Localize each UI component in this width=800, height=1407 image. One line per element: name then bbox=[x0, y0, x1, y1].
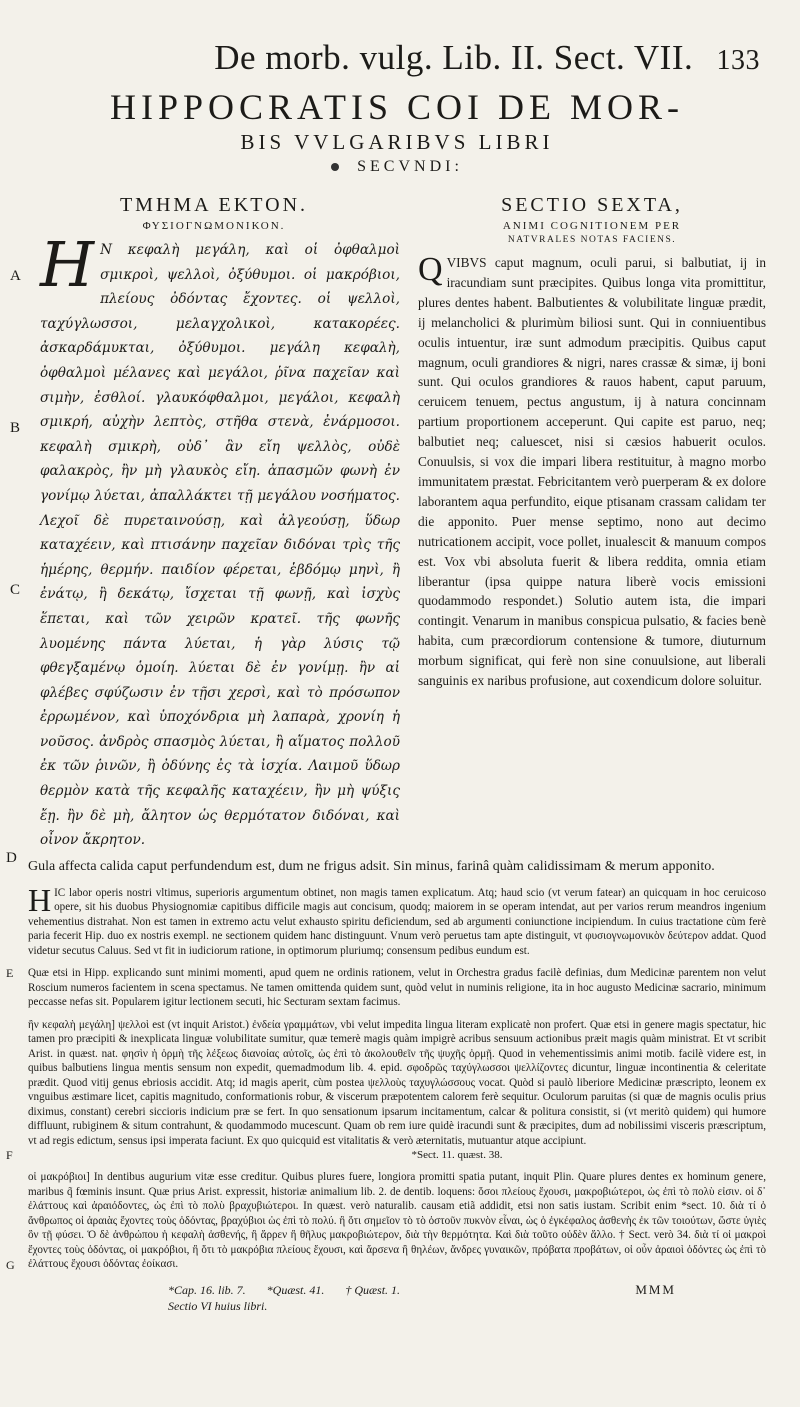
greek-column bbox=[10, 192, 400, 853]
main-title-line-1: HIPPOCRATIS COI DE MOR- bbox=[109, 87, 685, 127]
ornament-dot-icon bbox=[331, 163, 339, 171]
margin-letter-f: F bbox=[6, 1147, 13, 1162]
greek-subheading: ΦΥΣΙΟΓΝΩΜΟΝΙΚΟΝ. bbox=[142, 220, 286, 232]
latin-heading: SECTIO SEXTA, bbox=[501, 194, 683, 216]
margin-letter-g: G bbox=[6, 1258, 15, 1273]
greek-text bbox=[28, 228, 400, 853]
page-footer bbox=[28, 1282, 766, 1316]
commentary-note: *Sect. 11. quæst. 38. bbox=[411, 1149, 503, 1162]
signature-mark: MMM bbox=[635, 1281, 676, 1297]
commentary-p1-text: IC labor operis nostri vltimus, superioris argumentum obtinet, non magis tamen explicatum. Atq; haud scio (vt verum fatear) an quicquam in hoc ceruicoso opere, sit his duobus Physiognomiæ capitibus difficile magis aut concisum, quodq; maiorem in se operam intendat, aut per varios rerum meandros ingenium vehementius distrahat. Non est tamen in extremo actu velut exhausto spiritu deficiendum, sed ab argumenti coniunctione incipiendum. In cuius tractatione cùm ferè paria fecerit Hip. duo ex nostris exempl. ne sectionem quidem hanc distinguunt. Vnum verò peruetus tam apte distinguit, vt φυσιογνωμονικὸν δεύτερον addat. Quod videtur secutus Caluus. Sed vt fit in iudiciorum ratione, in optimorum pluriumq; consensum pedibus eundum est. bbox=[28, 886, 766, 957]
main-title-line-2: BIS VVLGARIBVS LIBRI bbox=[240, 130, 554, 154]
margin-letter-e: E bbox=[6, 966, 14, 981]
main-title-line-3 bbox=[28, 156, 766, 178]
page-number: 133 bbox=[716, 45, 760, 76]
latin-text-body: VIBVS caput magnum, oculi parui, si balbutiat, ij in iracundiam sunt præcipites. Quibus longa vita promittitur, plures dentes habent. Balbutientes & volubilitate linguæ prædit, ij melancholici & plurimùm biliosi sunt. Qui in conniuentibus oculis intuentur, iræ sunt admodum præcipitis. Quibus caput magnum, oculi grandiores & nigri, nares crassæ & simæ, ij boni sunt. Qui oculos grandiores & rauos habent, caput paruum, ceruicem tenuem, pectus angustum, ij à natura concinnam partium proportionem acceperunt. Qui capite est paruo, neq; balbutiet neq; caluescet, nisi si cæsios habuerit oculos. Conuulsis, si vox die impari libera restituitur, à magno morbo immunitatem præstat. Febricitantem verò puerperam & ex dolore laborantem aqua perfundito, eique ptisanam crassam calidam ter die apponito. Puer mense septimo, nono aut decimo nutricationem accipit, voce pollet, inualescit & manuum compos est. Vox vbi absoluta fuerit & libera reddita, omnia etiam liberantur (ipsa quippe natura liberè vocis emissioni quodammodo respondet.) Solutio autem ista, die impari contingit. Venarum in manibus conspicua pulsatio, & facies benè habita, cum præcordiorum contensione & tumore, diuturnum morbum significat, qui ferè non sine conuulsione, aut liberali sanguinis ex naribus profusione, aut coxendicum dolore soluitur. bbox=[418, 255, 766, 689]
commentary-paragraph-1 bbox=[28, 881, 766, 959]
main-title-line-3-text: SECVNDI: bbox=[357, 158, 463, 175]
margin-letter-d: D bbox=[6, 849, 17, 866]
full-width-paragraph bbox=[6, 849, 766, 876]
commentary-paragraph-4 bbox=[6, 1170, 766, 1273]
footnote-3: † Quæst. 1. bbox=[345, 1282, 401, 1297]
running-head bbox=[28, 38, 766, 82]
commentary-paragraph-2 bbox=[6, 966, 766, 1010]
two-column-section bbox=[10, 192, 766, 853]
greek-heading: ΤΜΗΜΑ ΕΚΤΟΝ. bbox=[119, 194, 309, 216]
commentary-p2-text: Quæ etsi in Hipp. explicando sunt minimi momenti, apud quem ne ordinis rationem, velut in Orchestra gradus facilè definias, dum Medicinæ parentem non velut Roscium numeros facientem in scena spectamus. Ne tamen omittenda quidem sunt, quòd velut in numinis religione, ita in hoc augusto Medicinæ sacrario, minimum peccasse nefas sit. Popularem igitur lectionem secuti, hic Secturam sextam facimus. bbox=[28, 967, 766, 1009]
footnotes bbox=[168, 1282, 418, 1314]
latin-column bbox=[418, 192, 766, 853]
commentary-p3-text: ἢν κεφαλὴ μεγάλη] ψελλοὶ est (vt inquit Aristot.) ἐνδεία γραμμάτων, vbi velut impedita lingua literam explicatè non profert. Quæ etsi in genere magis spectatur, hic tamen pro præcipiti & inexplicata linguæ volubilitate sumitur, quæ temerè magis quàm impigrè acribus sensuum actionibus præit magis quàm ministrat. Et vt scribit Arist. in quæst. nat. φησὶν ἡ ὁρμὴ τῆς λέξεως διανοίας αὐτοῖς, ὡς ἐπὶ τὸ ἀκολουθεῖν τῆς ψυχῆς ὁρμῇ. Quod in vehementissimis animi motib. facilè videre est, in quibus balbutiens lingua mentis sensum non expedit, quemadmodum lib. 4. epid. σφοδρῶς ταχύγλωσσοι ψελλίζοντες dicuntur, linguæ incontinentia & celeritate prædit. Quod vitij genus ebriosis accidit. Atq; id magis aperit, cùm postea ψελλοὺς ταχυγλώσσους vocat. Quòd si paulò liberiore Medicinæ præscripto, leonem ex vnguibus æstimare licet, capitis magnitudo, conformationis robur, & viscerum præpotentem calorem ferè sequitur. Oculorum paruitas (si quæ de magnis oculis prius diximus, constant) cerebri siccioris indicium præ se fert. In quo sensationum ipsarum incitamentum, calcar & politura consistit, si (vt meritò quidem) qui humore diffluunt, rubiginem & situm contrahunt, & quodammodo mucescunt. Quam ob rem iure quidè iracundi sunt & præcipites, dum ad nobilissimi visceris præscriptum, vt ad regis edictum, sensus ipsi imperata faciunt. Ex quo quicquid est vitalitatis & verò æternitatis, mutuantur atque accipiunt. bbox=[28, 1018, 766, 1147]
commentary-p4-text: οἱ μακρόβιοι] In dentibus augurium vitæ esse creditur. Quibus plures fuere, longiora promitti spatia putant, inquit Plin. Quare plures dentes ex hominum genere, maribus q̃ fœminis insunt. Quæ prius Arist. expressit, historiæ animalium lib. 2. de dentib. loquens: ὅσοι πλείους ἔχουσι, μακροβιώτεροι, ὡς ἐπὶ τὸ πολὺ εἰσιν. οἱ δ᾽ ἐλάττους καὶ ἀραιόδοντες, ὡς ἐπὶ τὸ πολὺ βραχυβιώτεροι. In quæst. verò naturalib. causam etiã addidit, etsi non satis iustam. Scribit enim *sect. 10. διὰ τί ὁ ἄνθρωπος οἱ ἀραιὰς ἔχοντες τοὺς ὀδόντας, βραχύβιοι ὡς ἐπὶ τὸ πολύ. ἢ ὅτι σημεῖον τὸ τὸ ὀστοῦν πυκνὸν εἶναι, ὡς ὁ ἐγκέφαλος ἀσθενὴς ἐκ τῶν τοιούτων, ὥστε ὑγιὲς ὂν τῇ φύσει. Ὁ δὲ ἀνθρώπου ἡ κεφαλὴ ἀσθενής, ἢ ἄρρεν ἢ θῆλυς μακροβιώτερον, διὰ τὴν θερμότητα. Καὶ διὰ τοῦτο οὐδὲν ἄλλο. † Sect. verò 34. διὰ τί οἱ μακροὶ ἔχοντες τοὺς ὀδόντας, οἱ μακρόβιοι, ἢ ὅτι τὸ μακρόβια πλείους ἔχουσι, καὶ ἄρσενα ἢ θηλέων, ἄνδρες γυναικῶν, πρόβατα προβάτων, οἱ οὖν ἀραιοὶ ὀδόντες ὡς ἐπὶ τὸ ἐλάττους ἔχουσι ὀδόντας ἐοίκασι. bbox=[28, 1171, 766, 1271]
latin-subheading: ANIMI COGNITIONEM PER bbox=[502, 220, 682, 232]
footnote-1: *Cap. 16. lib. 7. bbox=[168, 1282, 246, 1297]
running-title: De morb. vulg. Lib. II. Sect. VII. bbox=[214, 38, 694, 77]
full-width-text: Gula affecta calida caput perfundendum est, dum ne frigus adsit. Sin minus, farinâ quàm calidissimam & merum apponito. bbox=[28, 858, 715, 874]
footnote-4: Sectio VI huius libri. bbox=[168, 1298, 268, 1313]
latin-text bbox=[418, 253, 766, 691]
latin-subheading-2: NATVRALES NOTAS FACIENS. bbox=[507, 235, 677, 245]
footnote-2: *Quæst. 41. bbox=[266, 1282, 325, 1297]
margin-letter-b: B bbox=[10, 420, 21, 436]
commentary bbox=[6, 881, 766, 1273]
greek-dropcap: H bbox=[40, 228, 95, 301]
margin-letter-c: C bbox=[10, 582, 21, 598]
greek-text-body: Ν κεφαλὴ μεγάλη, καὶ οἱ ὀφθαλμοὶ σμικροὶ, ψελλοὶ, ὀξύθυμοι. οἱ μακρόβιοι, πλείους ὀδόντας ἔχοντες. οἱ ψελλοὶ, ταχύγλωσσοι, μελαγχολικοὶ, κατακορέες. ἀσκαρδάμυκται, ὀξύθυμοι. μεγάλη κεφαλὴ, ὀφθαλμοὶ μέλανες καὶ μεγάλοι, ῥῖνα παχεῖαν καὶ σιμὴν, ἐσθλοί. γλαυκόφθαλμοι, μεγάλοι, κεφαλὴ σμικρή, αὐχὴν λεπτὸς, στῆθα στενὰ, ἐνάρμοσοι. κεφαλὴ σμικρὴ, οὐδ᾽ ἂν εἴη ψελλὸς, οὐδὲ φαλακρὸς, ἢν μὴ γλαυκὸς εἴη. ἀπασμῶν φωνὴ ἐν γονίμῳ λύεται, ἀπαλλάκτει τῇ μεγάλου νοσήματος. Λεχοῖ δὲ πυρεταινούσῃ, καὶ ἀλγεούσῃ, ὕδωρ καταχέειν, καὶ πτισάνην παχεῖαν διδόναι τρὶς τῆς ἡμέρης, θερμήν. παιδίον φέρεται, ἑβδόμῳ μηνὶ, ἢ ἐνάτῳ, ἢ δεκάτῳ, ἴσχεται τῇ φωνῇ, καὶ ἰσχὺς ἕπεται, καὶ τῶν χειρῶν κρατεῖ. τῆς φωνῆς λυομένης πάντα λύεται, ἡ γὰρ λύσις τῷ φθεγξαμένῳ ὁμοίη. λύεται δὲ ἐν γονίμῃ. ἢν αἱ φλέβες σφύζωσιν ἐν τῇσι χερσὶ, καὶ τὸ πρόσωπον ἐρρωμένον, καὶ ὑποχόνδρια μὴ λαπαρὰ, χρονίη ἡ νοῦσος. ἀνδρὸς σπασμὸς λύεται, ἢ αἵματος πολλοῦ ἐκ τῶν ῥινῶν, ἢ ὀδύνης ἐς τὰ ἰσχία. Λαιμοῦ ὕδωρ θερμὸν κατὰ τῆς κεφαλῆς καταχέειν, ἢν μὴ ψύξις ἔῃ. ἢν δὲ μὴ, ἄλητον ὡς θερμότατον διδόναι, καὶ οἶνον ἄκρητον. bbox=[40, 242, 400, 849]
latin-dropcap: Q bbox=[418, 251, 443, 288]
margin-letter-a: A bbox=[10, 268, 21, 284]
commentary-dropcap: H bbox=[28, 881, 52, 918]
